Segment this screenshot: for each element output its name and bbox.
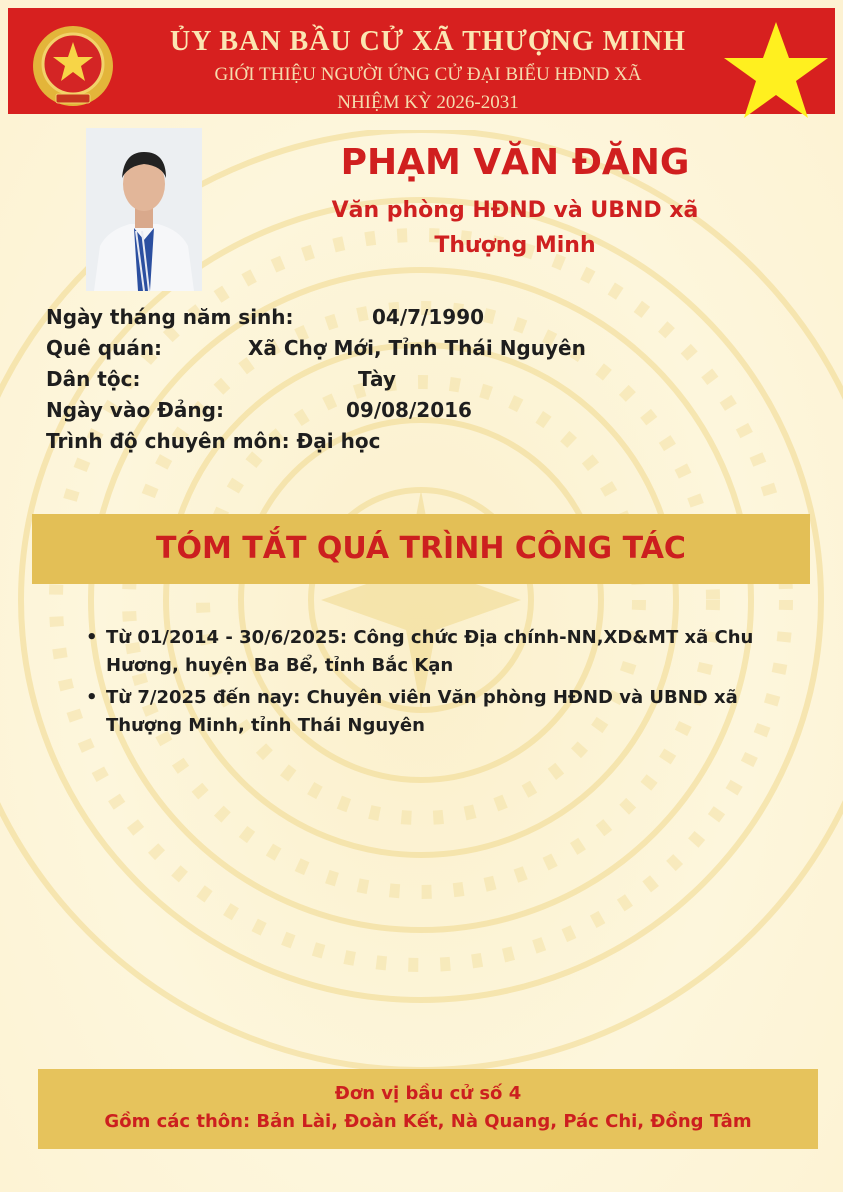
info-value: 09/08/2016 [346,398,472,422]
bullet-icon: • [86,687,98,708]
candidate-name: PHẠM VĂN ĐĂNG [340,142,690,183]
info-value: 04/7/1990 [372,305,485,329]
info-label: Quê quán: [46,336,163,360]
electoral-unit-number: Đơn vị bầu cử số 4 [334,1083,522,1104]
header-term: NHIỆM KỲ 2026-2031 [337,92,519,113]
info-row-party-date [46,398,472,426]
info-label: Ngày vào Đảng: [46,398,224,422]
electoral-unit-villages: Gồm các thôn: Bản Lài, Đoàn Kết, Nà Quang, Pác Chi, Đồng Tâm [104,1111,752,1132]
info-label: Ngày tháng năm sinh: [46,305,294,329]
yellow-star-icon [720,20,832,120]
info-row-birthdate [46,305,485,333]
person-portrait-icon [86,128,202,291]
work-item-text: Từ 7/2025 đến nay: Chuyên viên Văn phòng HĐND và UBND xã Thượng Minh, tỉnh Thái Nguyên [106,687,738,736]
bullet-icon: • [86,627,98,648]
candidate-photo [86,128,202,291]
info-label: Trình độ chuyên môn: [46,429,290,453]
candidate-office-line2: Thượng Minh [434,233,596,258]
work-history-list [82,624,782,744]
info-value: Đại học [296,429,381,453]
work-history-title: TÓM TẮT QUÁ TRÌNH CÔNG TÁC [156,531,686,566]
list-item [82,624,782,680]
info-label: Dân tộc: [46,367,141,391]
list-item [82,684,782,740]
header-title: ỦY BAN BẦU CỬ XÃ THƯỢNG MINH [170,26,686,57]
info-value: Xã Chợ Mới, Tỉnh Thái Nguyên [248,336,586,360]
candidate-office-line1: Văn phòng HĐND và UBND xã [331,198,699,223]
info-row-hometown [46,336,586,364]
work-item-text: Từ 01/2014 - 30/6/2025: Công chức Địa chính-NN,XD&MT xã Chu Hương, huyện Ba Bể, tỉnh Bắc Kạn [106,627,754,676]
header-banner [8,8,835,114]
header-subtitle: GIỚI THIỆU NGƯỜI ỨNG CỬ ĐẠI BIỂU HĐND XÃ [214,64,642,85]
work-history-banner [32,514,810,584]
electoral-unit-box [38,1069,818,1149]
info-row-ethnicity [46,367,396,395]
info-row-education [46,429,380,457]
national-emblem-icon [30,22,116,112]
info-value: Tày [358,367,396,391]
